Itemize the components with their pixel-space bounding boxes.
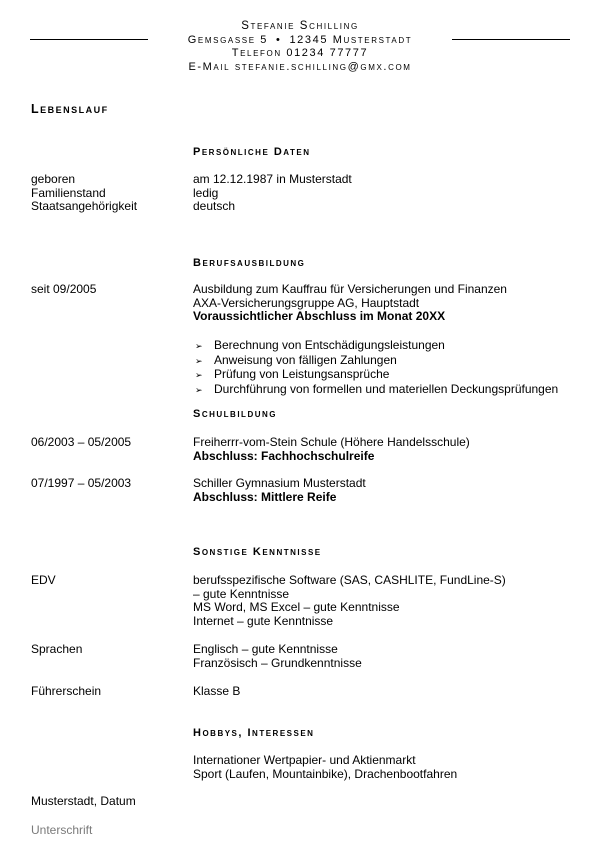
edv-line: Internet – gute Kenntnisse [193,613,334,628]
value-marital-status: ledig [193,185,219,200]
section-heading-hobbies: Hobbys, Interessen [193,727,315,739]
header-rule-left [30,39,148,40]
school-degree: Abschluss: Mittlere Reife [193,489,337,504]
email: E-Mail stefanie.schilling@gmx.com [188,60,412,73]
city: 12345 Musterstadt [289,33,413,46]
arrow-bullet-icon: ➢ [195,384,203,395]
training-duties-list [195,339,558,397]
value-drivers-license: Klasse B [193,684,241,698]
arrow-bullet-icon: ➢ [195,370,203,380]
edv-line: – gute Kenntnisse [193,586,290,601]
list-item [195,368,558,383]
school-period: 07/1997 – 05/2003 [31,476,132,490]
place-date: Musterstadt, Datum [31,794,136,808]
phone: Telefon 01234 77777 [231,47,369,59]
header-rule-right [452,39,570,40]
value-nationality: deutsch [193,199,236,213]
language-line: Englisch – gute Kenntnisse [193,642,338,656]
edv-line: berufsspezifische Software (SAS, CASHLITE, FundLine-S) [193,573,506,587]
label-marital-status: Familienstand [31,185,106,200]
school-degree: Abschluss: Fachhochschulreife [193,448,375,463]
value-born: am 12.12.1987 in Musterstadt [193,172,352,186]
label-nationality: Staatsangehörigkeit [31,199,138,213]
arrow-bullet-icon: ➢ [195,355,203,366]
duty-text: Anweisung von fälligen Zahlungen [214,352,397,367]
language-line: Französisch – Grundkenntnisse [193,655,362,670]
training-period: seit 09/2005 [31,282,97,296]
section-heading-personal: Persönliche Daten [193,146,311,158]
arrow-bullet-icon: ➢ [195,341,203,351]
school-name: Schiller Gymnasium Musterstadt [193,476,366,490]
signature-placeholder: Unterschrift [31,823,93,837]
address-separator: • [276,33,282,46]
label-edv: EDV [31,573,56,587]
letterhead [0,20,600,74]
section-heading-training: Berufsausbildung [193,257,306,269]
hobby-line: Internationer Wertpapier- und Aktienmarkt [193,753,416,767]
label-languages: Sprachen [31,642,83,656]
duty-text: Durchführung von formellen und materiellen Deckungsprüfungen [214,381,559,396]
section-heading-school: Schulbildung [193,408,277,420]
list-item [195,339,558,354]
duty-text: Berechnung von Entschädigungsleistungen [214,338,445,352]
list-item [195,383,558,398]
hobby-line: Sport (Laufen, Mountainbike), Drachenbootfahren [193,766,458,781]
training-expected-degree: Voraussichtlicher Abschluss im Monat 20XX [193,309,446,323]
applicant-name: Stefanie Schilling [241,20,359,32]
edv-line: MS Word, MS Excel – gute Kenntnisse [193,600,400,614]
label-drivers-license: Führerschein [31,684,102,698]
street: Gemsgasse 5 [187,33,269,46]
list-item [195,354,558,369]
training-title: Ausbildung zum Kauffrau für Versicherungen und Finanzen [193,282,507,296]
duty-text: Prüfung von Leistungsansprüche [214,367,390,381]
address-line [0,34,600,48]
document-title: Lebenslauf [31,102,109,116]
school-period: 06/2003 – 05/2005 [31,435,132,449]
section-heading-skills: Sonstige Kenntnisse [193,546,322,558]
school-name: Freiherrr-vom-Stein Schule (Höhere Handelsschule) [193,435,470,449]
label-born: geboren [31,172,76,186]
training-company: AXA-Versicherungsgruppe AG, Hauptstadt [193,295,420,310]
